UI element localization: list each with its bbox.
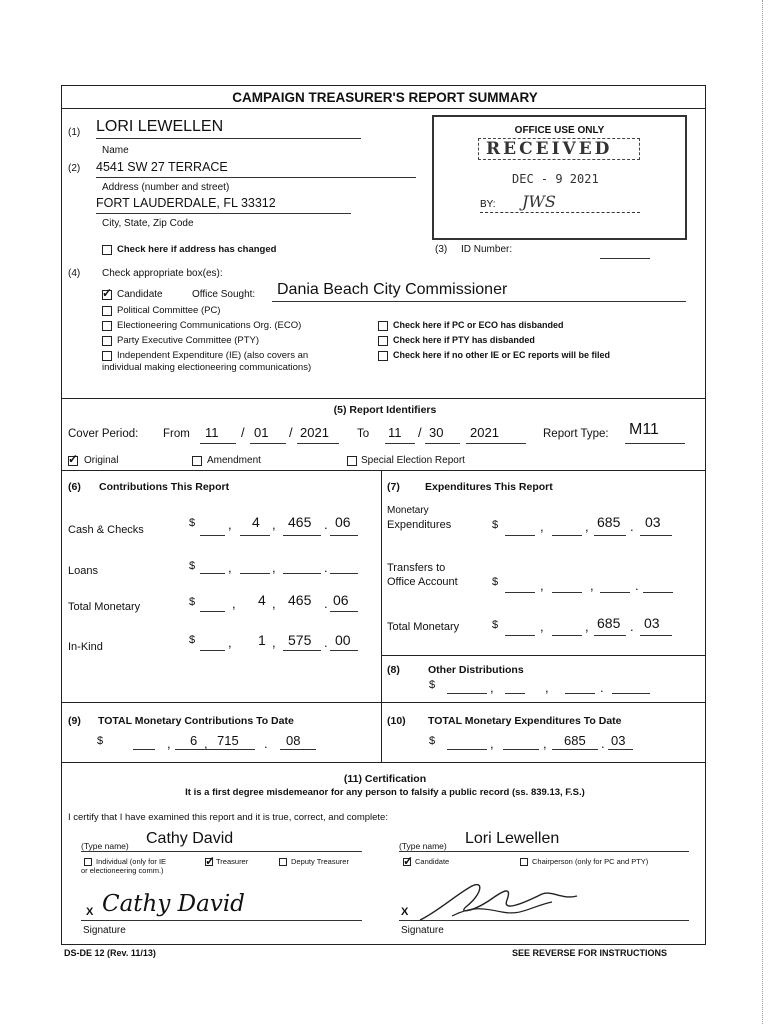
total-contrib-cents: 08: [286, 733, 301, 748]
transfers-line-4: [643, 592, 673, 593]
report-type-label: Report Type:: [543, 428, 609, 440]
section-7-number: (7): [387, 481, 400, 493]
total-contrib-dollar: $: [97, 735, 104, 747]
divider: [61, 702, 706, 703]
total-exp-comma-2: ,: [543, 736, 547, 751]
exp-total-hundreds: 685: [597, 615, 621, 631]
office-use-box: [432, 115, 687, 240]
total-contrib-comma-1: ,: [167, 736, 171, 751]
deputy-treasurer-label: Deputy Treasurer: [291, 857, 349, 866]
report-identifiers-title: (5) Report Identifiers: [333, 404, 437, 416]
exp-point: .: [630, 519, 634, 534]
exp-line-3: [594, 535, 626, 536]
office-sought-line: [272, 301, 686, 302]
inkind-comma-1: ,: [228, 635, 232, 650]
other-line-2: [505, 693, 525, 694]
total-exp-hundreds: 685: [564, 733, 586, 748]
section-4-number: (4): [68, 268, 81, 279]
pc-checkbox[interactable]: [102, 306, 112, 316]
from-day: 01: [254, 425, 269, 440]
from-month-line: [200, 443, 236, 444]
exp-total-line-3: [594, 635, 626, 636]
total-exp-line-3: [552, 749, 598, 750]
ie-label: Independent Expenditure (IE) (also covers an: [117, 350, 309, 361]
candidate-name-line: [399, 851, 689, 852]
cash-checks-label: Cash & Checks: [68, 524, 144, 536]
other-distributions-title: Other Distributions: [428, 664, 524, 676]
by-initials: JWS: [522, 192, 556, 211]
cash-line-1: [200, 535, 225, 536]
id-number-label: ID Number:: [461, 244, 513, 255]
divider: [61, 398, 706, 399]
address-value: 4541 SW 27 TERRACE: [96, 160, 228, 174]
candidate-name-value: LORI LEWELLEN: [96, 118, 224, 135]
inkind-dollar: $: [189, 634, 196, 646]
total-line-1: [200, 611, 225, 612]
section-1-number: (1): [68, 127, 81, 138]
address-changed-label: Check here if address has changed: [117, 244, 277, 255]
pty-label: Party Executive Committee (PTY): [117, 335, 260, 346]
total-exp-cents: 03: [611, 733, 626, 748]
inkind-line-4: [330, 650, 358, 651]
other-line-4: [612, 693, 650, 694]
section-3-number: (3): [435, 244, 448, 255]
deputy-treasurer-checkbox[interactable]: [279, 858, 287, 866]
cash-line-2: [240, 535, 270, 536]
inkind-line-1: [200, 650, 225, 651]
contributions-title: Contributions This Report: [99, 481, 230, 493]
total-comma-1: ,: [232, 596, 236, 611]
type-name-right-label: (Type name): [399, 841, 447, 851]
city-caption: City, State, Zip Code: [102, 218, 194, 229]
to-day-line: [425, 443, 460, 444]
total-hundreds: 465: [288, 592, 312, 608]
address-changed-checkbox[interactable]: [102, 245, 112, 255]
to-day-slash: /: [418, 425, 422, 440]
transfers-comma-2: ,: [590, 578, 594, 593]
chairperson-label: Chairperson (only for PC and PTY): [532, 857, 649, 866]
address-caption: Address (number and street): [102, 182, 230, 193]
candidate-label: Candidate: [117, 289, 163, 300]
other-line-3: [565, 693, 595, 694]
total-point: .: [324, 596, 328, 611]
chairperson-checkbox[interactable]: [520, 858, 528, 866]
from-month: 11: [205, 425, 219, 440]
total-expenditures-title: TOTAL Monetary Expenditures To Date: [428, 715, 622, 727]
total-dollar: $: [189, 596, 196, 608]
other-point: .: [600, 680, 604, 695]
total-cents: 06: [333, 592, 349, 608]
pc-disbanded-checkbox[interactable]: [378, 321, 388, 331]
from-day-line: [250, 443, 286, 444]
ie-checkbox[interactable]: [102, 351, 112, 361]
divider: [61, 762, 706, 763]
name-caption: Name: [102, 145, 129, 156]
total-exp-point: .: [601, 736, 605, 751]
exp-cents: 03: [645, 514, 661, 530]
special-election-checkbox[interactable]: [347, 456, 357, 466]
other-comma-2: ,: [545, 680, 549, 695]
signature-label-right: Signature: [401, 925, 444, 936]
exp-line-2: [552, 535, 582, 536]
exp-total-label: Total Monetary: [387, 621, 460, 633]
ie-label-cont: individual making electioneering communications): [102, 362, 312, 373]
certify-statement: I certify that I have examined this report and it is true, correct, and complete:: [68, 812, 388, 823]
total-thousands: 4: [258, 592, 266, 608]
exp-comma-2: ,: [585, 519, 589, 534]
transfers-line-2: [552, 592, 582, 593]
cash-comma-1: ,: [228, 517, 232, 532]
instructions-note: SEE REVERSE FOR INSTRUCTIONS: [512, 948, 668, 958]
loans-line-2: [240, 573, 270, 574]
received-stamp: RECEIVED: [486, 139, 613, 159]
from-year-slash: /: [289, 425, 293, 440]
inkind-comma-2: ,: [272, 635, 276, 650]
monetary-expenditures-l1: Monetary: [387, 505, 429, 516]
type-name-left-label: (Type name): [81, 841, 129, 851]
pc-disbanded-label: Check here if PC or ECO has disbanded: [393, 320, 564, 330]
eco-checkbox[interactable]: [102, 321, 112, 331]
city-value: FORT LAUDERDALE, FL 33312: [96, 196, 276, 210]
form-title: CAMPAIGN TREASURER'S REPORT SUMMARY: [232, 90, 538, 105]
by-label: BY:: [480, 199, 496, 210]
certification-title: (11) Certification: [343, 773, 427, 785]
section-10-number: (10): [387, 715, 406, 727]
sign-x-left: X: [86, 906, 94, 918]
loans-comma-2: ,: [272, 560, 276, 575]
other-dollar: $: [429, 679, 436, 691]
inkind-point: .: [324, 635, 328, 650]
section-9-number: (9): [68, 715, 81, 727]
total-contrib-point: .: [264, 736, 268, 751]
divider: [61, 108, 706, 109]
id-number-line: [600, 258, 650, 259]
exp-total-line-1: [505, 635, 535, 636]
total-line-4: [330, 611, 358, 612]
total-monetary-label: Total Monetary: [68, 601, 141, 613]
total-contrib-hundreds: 715: [217, 733, 239, 748]
total-comma-2: ,: [272, 596, 276, 611]
treasurer-name-line: [81, 851, 362, 852]
cash-line-4: [330, 535, 358, 536]
inkind-cents: 00: [335, 632, 351, 648]
by-line: [480, 212, 640, 213]
office-sought-value: Dania Beach City Commissioner: [277, 281, 508, 298]
transfers-line-3: [600, 592, 630, 593]
divider: [61, 470, 706, 471]
exp-line-1: [505, 535, 535, 536]
section-8-number: (8): [387, 664, 400, 676]
eco-label: Electioneering Communications Org. (ECO): [117, 320, 302, 331]
total-exp-line-2: [503, 749, 539, 750]
sign-x-right: X: [401, 906, 409, 918]
exp-dollar: $: [492, 519, 499, 531]
exp-comma-1: ,: [540, 519, 544, 534]
exp-hundreds: 685: [597, 514, 621, 530]
from-day-slash: /: [241, 425, 245, 440]
total-exp-comma-1: ,: [490, 736, 494, 751]
report-type-value: M11: [629, 421, 659, 438]
check-boxes-label: Check appropriate box(es):: [102, 268, 223, 279]
treasurer-name-value: Cathy David: [146, 830, 234, 847]
total-exp-line-4: [608, 749, 633, 750]
office-sought-label: Office Sought:: [192, 289, 256, 300]
from-year: 2021: [300, 425, 329, 440]
monetary-expenditures-l2: Expenditures: [387, 519, 452, 531]
received-date: DEC - 9 2021: [512, 172, 599, 186]
individual-label: Individual (only for IE: [96, 857, 167, 866]
other-line-1: [447, 693, 487, 694]
section-2-number: (2): [68, 163, 81, 174]
exp-total-line-4: [640, 635, 672, 636]
cash-hundreds: 465: [288, 514, 312, 530]
amendment-checkbox[interactable]: [192, 456, 202, 466]
individual-checkbox[interactable]: [84, 858, 92, 866]
column-divider: [381, 702, 382, 762]
exp-total-comma-2: ,: [585, 619, 589, 634]
divider: [381, 655, 706, 656]
certification-warning: It is a first degree misdemeanor for any person to falsify a public record (ss. 839.13, F.S.): [185, 787, 585, 798]
loans-comma-1: ,: [228, 560, 232, 575]
treasurer-label: Treasurer: [216, 857, 249, 866]
cash-dollar: $: [189, 517, 196, 529]
exp-total-cents: 03: [644, 615, 660, 631]
cash-comma-2: ,: [272, 517, 276, 532]
cash-cents: 06: [335, 514, 351, 530]
loans-line-3: [283, 573, 321, 574]
candidate-checkbox[interactable]: [102, 290, 112, 300]
loans-label: Loans: [68, 565, 98, 577]
to-label: To: [357, 428, 370, 440]
original-label: Original: [84, 455, 119, 466]
total-contributions-title: TOTAL Monetary Contributions To Date: [98, 715, 294, 727]
loans-point: .: [324, 560, 328, 575]
candidate-cert-label: Candidate: [415, 857, 450, 866]
total-exp-dollar: $: [429, 735, 436, 747]
inkind-line-3: [283, 650, 321, 651]
total-contrib-line-1: [133, 749, 155, 750]
total-contrib-line-2: [175, 749, 255, 750]
total-contrib-thousands: 6: [190, 733, 198, 748]
form-number: DS-DE 12 (Rev. 11/13): [64, 948, 156, 958]
transfers-point: .: [635, 578, 639, 593]
candidate-signature-line: [399, 920, 689, 921]
office-use-label: OFFICE USE ONLY: [514, 125, 605, 136]
section-6-number: (6): [68, 481, 81, 493]
to-year-line: [466, 443, 526, 444]
from-year-line: [297, 443, 339, 444]
report-type-line: [625, 443, 685, 444]
inkind-thousands: 1: [258, 632, 266, 648]
transfers-l2: Office Account: [387, 576, 458, 588]
transfers-line-1: [505, 592, 535, 593]
pc-label: Political Committee (PC): [117, 305, 221, 316]
individual-label-cont: or electioneering comm.): [81, 866, 164, 875]
loans-dollar: $: [189, 560, 196, 572]
to-month: 11: [388, 425, 402, 440]
to-day: 30: [429, 425, 444, 440]
other-comma-1: ,: [490, 680, 494, 695]
cash-point: .: [324, 517, 328, 532]
exp-total-dollar: $: [492, 619, 499, 631]
exp-total-line-2: [552, 635, 582, 636]
exp-total-point: .: [630, 619, 634, 634]
cash-thousands: 4: [252, 514, 260, 530]
no-other-label: Check here if no other IE or EC reports will be filed: [393, 350, 611, 360]
signature-label-left: Signature: [83, 925, 126, 936]
treasurer-signature-line: [81, 920, 362, 921]
to-year: 2021: [470, 425, 499, 440]
from-label: From: [163, 428, 190, 440]
loans-line-4: [330, 573, 358, 574]
candidate-cert-checkbox[interactable]: [403, 858, 411, 866]
inkind-hundreds: 575: [288, 632, 312, 648]
address-line: [96, 177, 416, 178]
no-other-checkbox[interactable]: [378, 351, 388, 361]
original-checkbox[interactable]: [68, 456, 78, 466]
total-exp-line-1: [447, 749, 487, 750]
amendment-label: Amendment: [207, 455, 261, 466]
transfers-comma-1: ,: [540, 578, 544, 593]
cash-line-3: [283, 535, 321, 536]
scan-edge: [762, 0, 763, 1024]
total-contrib-line-3: [280, 749, 316, 750]
in-kind-label: In-Kind: [68, 641, 103, 653]
special-election-label: Special Election Report: [361, 455, 465, 466]
treasurer-signature: Cathy David: [102, 891, 245, 917]
expenditures-title: Expenditures This Report: [425, 481, 553, 493]
pty-disbanded-checkbox[interactable]: [378, 336, 388, 346]
transfers-dollar: $: [492, 576, 499, 588]
name-line: [96, 138, 361, 139]
cover-period-label: Cover Period:: [68, 428, 139, 440]
column-divider: [381, 470, 382, 702]
exp-total-comma-1: ,: [540, 619, 544, 634]
pty-checkbox[interactable]: [102, 336, 112, 346]
pty-disbanded-label: Check here if PTY has disbanded: [393, 335, 535, 345]
city-line: [96, 213, 351, 214]
treasurer-checkbox[interactable]: [205, 858, 213, 866]
total-contrib-comma-2: ,: [204, 736, 208, 751]
exp-line-4: [640, 535, 672, 536]
transfers-l1: Transfers to: [387, 562, 446, 574]
candidate-name-sig-value: Lori Lewellen: [465, 830, 560, 847]
to-month-line: [385, 443, 415, 444]
loans-line-1: [200, 573, 225, 574]
